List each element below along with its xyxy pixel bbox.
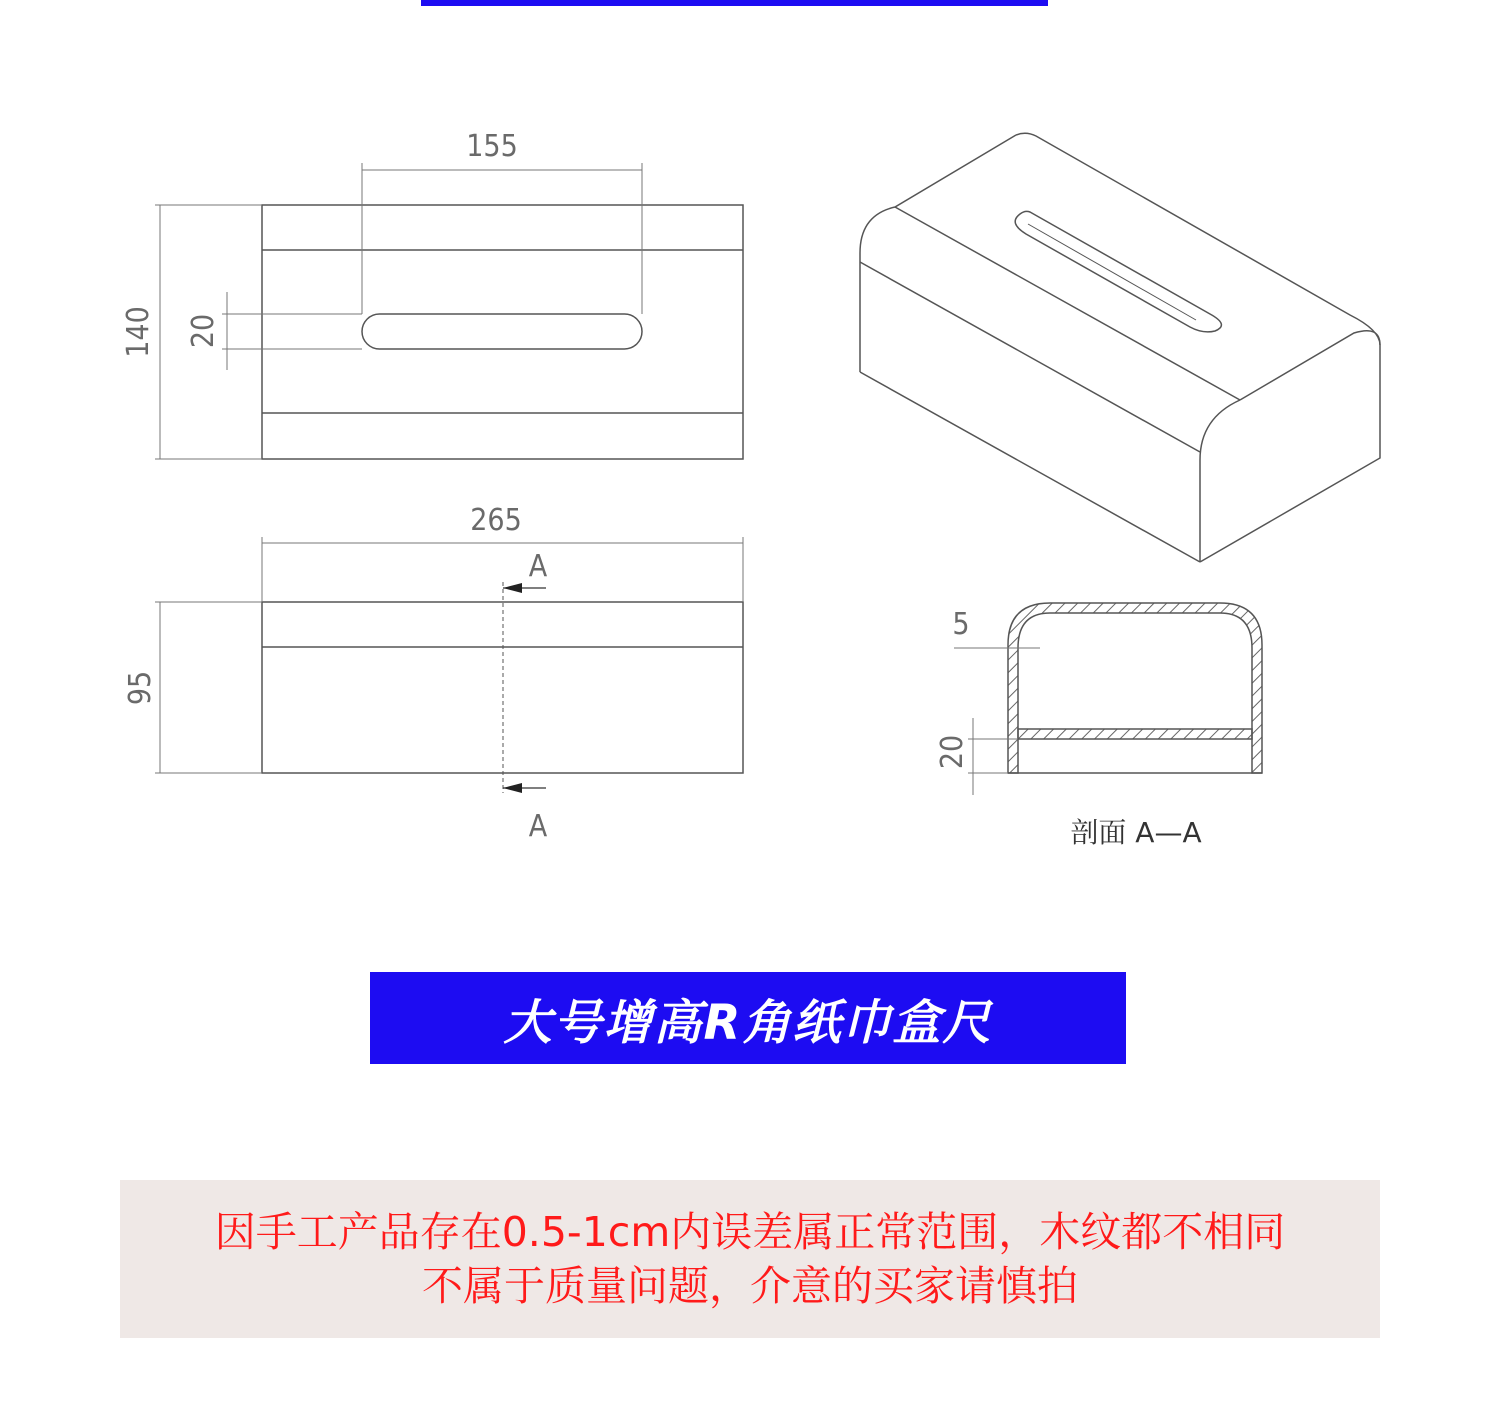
arrow-head-bottom [503,783,522,793]
dim-20-slot [222,292,362,370]
dim-label-20-base: 20 [935,734,970,770]
dim-label-140: 140 [121,306,156,358]
dim-label-5: 5 [952,607,970,642]
section-shell [1008,603,1262,773]
dim-155 [362,163,642,314]
top-view [155,163,743,459]
section-base-plate [1018,729,1252,739]
dim-95 [155,602,262,773]
section-view [954,603,1262,795]
notice-line-2: 不属于质量问题，介意的买家请慎拍 [422,1262,1078,1310]
arrow-head-top [503,583,522,593]
notice-box [120,1180,1380,1338]
front-view [155,537,743,793]
section-mark-top: A [528,549,548,584]
section-caption: 剖面 A—A [1070,816,1202,849]
title-banner [370,972,1126,1064]
dim-label-95: 95 [123,670,158,706]
notice-line-1: 因手工产品存在0.5-1cm内误差属正常范围，木纹都不相同 [214,1208,1286,1256]
dim-label-265: 265 [470,503,522,538]
section-mark-bottom: A [528,809,548,844]
tissue-slot [362,314,642,349]
dim-label-155: 155 [466,129,518,164]
top-view-outline [262,205,743,459]
dim-label-20-slot: 20 [186,313,221,349]
isometric-view [860,133,1380,562]
banner-title: 大号增高R角纸巾盒尺 [503,994,993,1051]
